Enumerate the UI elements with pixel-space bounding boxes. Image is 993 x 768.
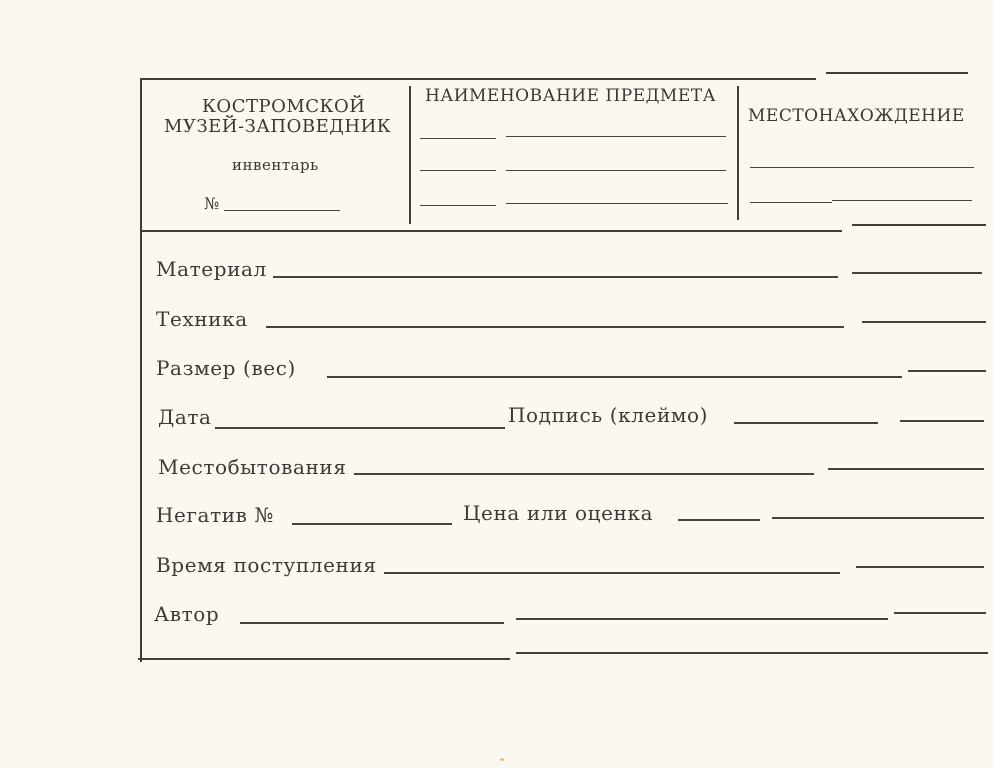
inventory-number-line	[224, 210, 340, 211]
field-line-technique-2	[862, 321, 986, 323]
field-line-material	[273, 276, 838, 278]
item-name-line-3b	[506, 203, 728, 204]
item-name-line-2a	[420, 170, 496, 171]
field-label-negative: Негатив №	[156, 503, 275, 527]
item-name-line-3a	[420, 205, 496, 206]
field-label-material: Материал	[156, 257, 267, 281]
field-label-size: Размер (вес)	[156, 356, 296, 380]
field-line-author-3	[894, 612, 986, 614]
field-line-date	[215, 427, 505, 429]
museum-name-line1: КОСТРОМСКОЙ	[202, 96, 366, 117]
field-line-size-2	[908, 370, 986, 372]
item-name-title: НАИМЕНОВАНИЕ ПРЕДМЕТА	[425, 86, 716, 106]
field-line-price	[678, 519, 760, 521]
field-line-signature	[734, 422, 878, 424]
bottom-border-right	[516, 652, 988, 654]
left-border	[140, 80, 142, 662]
field-line-author-2	[516, 618, 888, 620]
item-name-line-2b	[506, 170, 726, 171]
bottom-border	[138, 658, 510, 660]
location-title: МЕСТОНАХОЖДЕНИЕ	[748, 106, 965, 126]
field-label-technique: Техника	[156, 307, 248, 331]
field-line-negative	[292, 523, 452, 525]
paper-speck	[500, 758, 504, 761]
field-line-signature-2	[900, 420, 984, 422]
field-line-arrival-time-2	[856, 566, 984, 568]
inventory-number-sign: №	[204, 194, 220, 213]
field-label-origin: Местобытования	[158, 455, 347, 479]
field-label-signature: Подпись (клеймо)	[508, 403, 709, 427]
field-line-material-2	[852, 272, 982, 274]
field-line-origin-2	[828, 468, 984, 470]
field-line-author	[240, 622, 504, 624]
top-border	[140, 78, 816, 80]
location-line-1	[750, 167, 974, 168]
inventory-label: инвентарь	[232, 156, 319, 174]
field-line-arrival-time	[384, 572, 840, 574]
item-name-line-1b	[506, 136, 726, 137]
field-line-size	[327, 376, 902, 378]
field-label-price: Цена или оценка	[463, 501, 654, 525]
field-label-author: Автор	[154, 602, 220, 626]
field-label-date: Дата	[158, 405, 212, 429]
header-divider-1	[409, 86, 411, 224]
item-name-line-1a	[420, 138, 496, 139]
field-line-technique	[266, 326, 844, 328]
museum-name-line2: МУЗЕЙ-ЗАПОВЕДНИК	[164, 116, 392, 137]
top-border-right	[826, 72, 968, 74]
location-line-2b	[832, 200, 972, 201]
field-label-arrival-time: Время поступления	[156, 553, 377, 577]
header-divider-2	[737, 86, 739, 220]
field-line-origin	[354, 473, 814, 475]
header-bottom-border	[142, 230, 842, 232]
location-line-2a	[750, 202, 832, 203]
header-bottom-border-right	[852, 224, 986, 226]
field-line-price-2	[772, 517, 984, 519]
